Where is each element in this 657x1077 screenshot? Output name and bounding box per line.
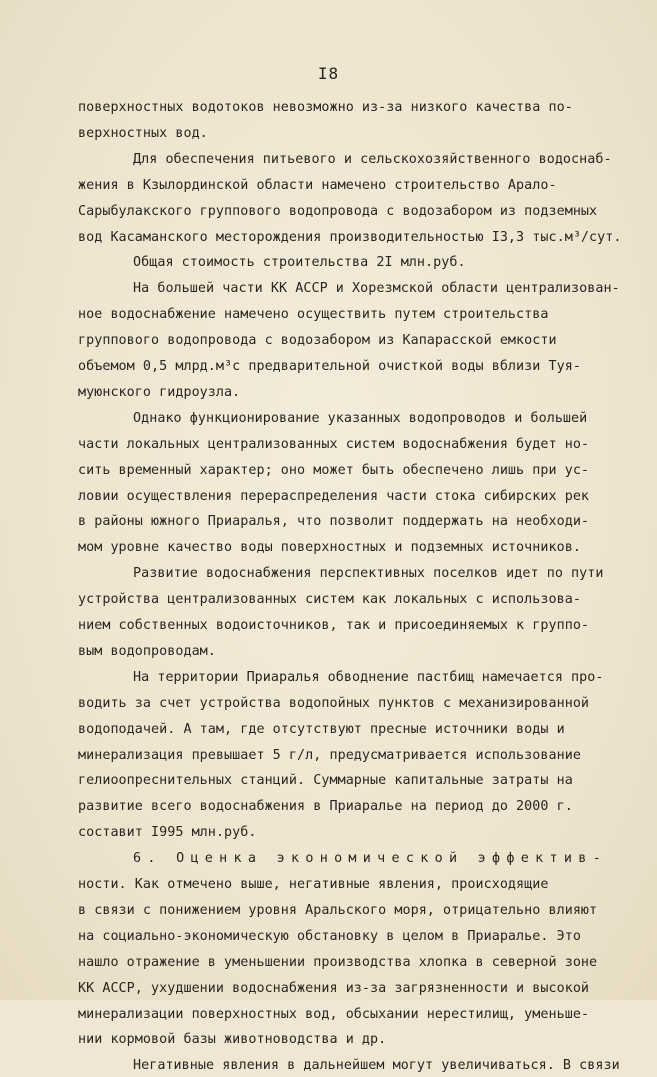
text-line: в связи с понижением уровня Аральского моря, отрицательно влияют <box>78 902 598 918</box>
text-line: КК АССР, ухудшении водоснабжения из-за загрязненности и высокой <box>78 980 590 996</box>
text-line: в районы южного Приаралья, что позволит поддержать на необходи- <box>78 514 590 530</box>
text-line: 6. Оценка экономической эффектив- <box>133 851 607 867</box>
text-line: объемом 0,5 млрд.м³с предварительной очисткой воды вблизи Туя- <box>78 359 581 374</box>
text-line: нашло отражение в уменьшении производства хлопка в северной зоне <box>78 954 598 970</box>
text-line: нием собственных водоисточников, так и присоединяемых к группо- <box>78 618 590 633</box>
text-line: гелиоопреснительных станций. Суммарные капитальные затраты на <box>78 773 573 789</box>
text-line: поверхностных водотоков невозможно из-за низкого качества по- <box>78 100 573 115</box>
text-line: На большей части КК АССР и Хорезмской области централизован- <box>133 281 620 297</box>
text-line: верхностных вод. <box>78 125 208 141</box>
text-line: сить временный характер; оно может быть обеспечено лишь при ус- <box>78 462 590 478</box>
text-line: водить за счет устройства водопойных пунктов с механизированной <box>78 695 590 711</box>
text-line: муюнского гидроузла. <box>78 384 241 400</box>
text-line: На территории Приаралья обводнение пастбищ намечается про- <box>133 669 604 685</box>
text-line: устройства централизованных систем как локальных с использова- <box>78 592 581 608</box>
text-line: ности. Как отмечено выше, негативные явления, происходящие <box>78 877 549 892</box>
text-line: минерализация превышает 5 г/л, предусматривается использование <box>78 747 581 763</box>
text-line: группового водопровода с водозабором из Капарасской емкости <box>78 333 557 349</box>
text-line: развитие всего водоснабжения в Приаралье на период до 2000 г. <box>78 799 573 815</box>
text-line: Однако функционирование указанных водопроводов и большей <box>133 410 588 426</box>
text-line: водоподачей. А там, где отсутствуют пресные источники воды и <box>78 721 565 737</box>
text-line: на социально-экономическую обстановку в целом в Приаралье. Это <box>78 928 581 944</box>
text-line: Негативные явления в дальнейшем могут увеличиваться. В связи <box>133 1058 620 1074</box>
text-line: Развитие водоснабжения перспективных поселков идет по пути <box>133 566 604 582</box>
text-line: мом уровне качество воды поверхностных и подземных источников. <box>78 540 581 556</box>
text-line: нии кормовой базы животноводства и др. <box>78 1032 387 1048</box>
text-line: вым водопроводам. <box>78 643 216 659</box>
text-line: части локальных централизованных систем водоснабжения будет но- <box>78 436 590 452</box>
text-line: ное водоснабжение намечено осуществить путем строительства <box>78 307 549 323</box>
text-line: ловии осуществления перераспределения части стока сибирских рек <box>78 488 590 504</box>
text-line: минерализации поверхностных вод, обсыхании нерестилищ, уменьше- <box>78 1006 590 1022</box>
text-line: вод Касаманского месторождения производительностью I3,3 тыс.м³/сут. <box>78 229 622 245</box>
text-line: Для обеспечения питьевого и сельскохозяйственного водоснаб- <box>133 151 612 167</box>
text-line: Общая стоимость строительства 2I млн.руб. <box>133 255 466 271</box>
text-line: Сарыбулакского группового водопровода с водозабором из подземных <box>78 203 598 219</box>
text-line: жения в Кзылординской области намечено строительство Арало- <box>78 177 557 193</box>
text-line: составит I995 млн.руб. <box>78 825 257 841</box>
page-number: I8 <box>317 64 340 83</box>
